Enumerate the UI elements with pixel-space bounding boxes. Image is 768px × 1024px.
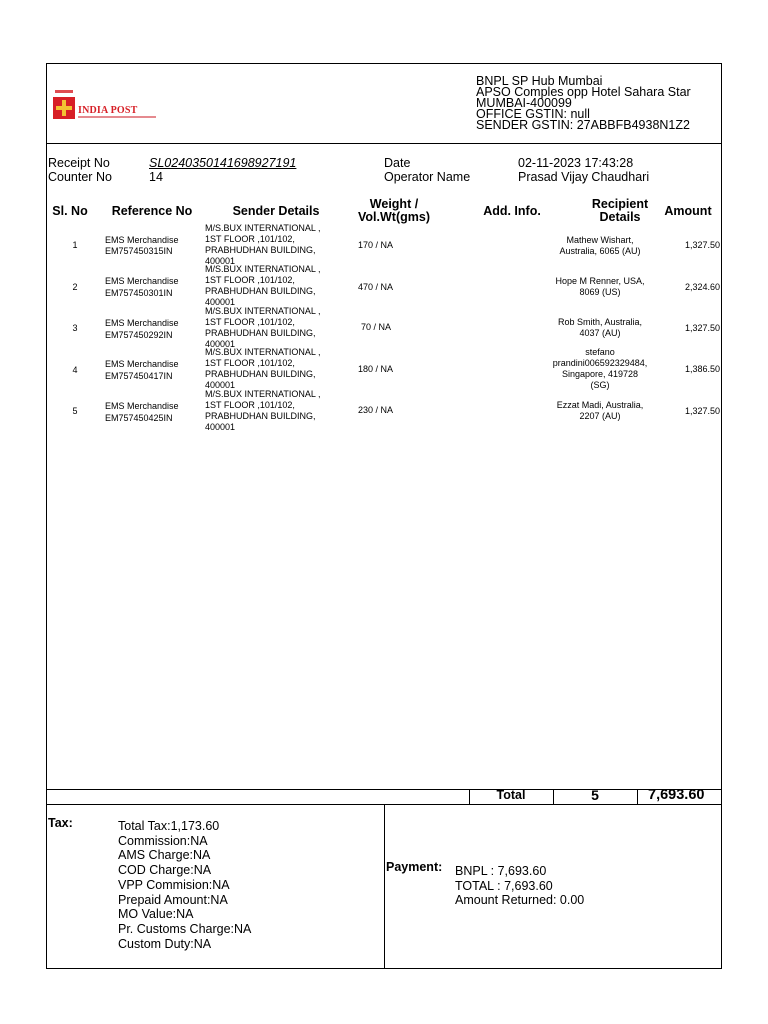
- row-ref-no: EM757450315IN: [105, 246, 173, 256]
- india-post-logo: [53, 97, 157, 121]
- tax-line: Commission:NA: [118, 833, 208, 848]
- sender-line: 1ST FLOOR ,101/102,: [205, 275, 295, 285]
- row-ref-type: EMS Merchandise: [105, 401, 179, 411]
- header-amount: Amount: [664, 204, 712, 218]
- row-ref-type: EMS Merchandise: [105, 235, 179, 245]
- row-sender: [205, 347, 321, 391]
- row-sender: [205, 223, 321, 267]
- row-recipient: [540, 317, 660, 339]
- sender-line: M/S.BUX INTERNATIONAL ,: [205, 389, 321, 399]
- row-weight: 230 / NA: [358, 405, 394, 415]
- recipient-line: Mathew Wishart,: [566, 235, 634, 245]
- logo-hindi-mark: [55, 90, 73, 93]
- office-line: SENDER GSTIN: 27ABBFB4938N1Z2: [476, 118, 690, 132]
- header-sl-no: Sl. No: [52, 204, 88, 218]
- india-post-emblem-icon: [53, 97, 75, 119]
- tax-line: Prepaid Amount:NA: [118, 892, 228, 907]
- row-sender: [205, 306, 321, 350]
- tax-line: Custom Duty:NA: [118, 936, 212, 951]
- row-recipient: [540, 276, 660, 298]
- office-address: [476, 76, 691, 131]
- payment-line: BNPL : 7,693.60: [455, 864, 547, 878]
- row-ref-no: EM757450425IN: [105, 413, 173, 423]
- sender-line: PRABHUDHAN BUILDING,: [205, 411, 316, 421]
- row-ref-no: EM757450417IN: [105, 371, 173, 381]
- row-ref-type: EMS Merchandise: [105, 276, 179, 286]
- sender-line: PRABHUDHAN BUILDING,: [205, 369, 316, 379]
- sender-line: PRABHUDHAN BUILDING,: [205, 245, 316, 255]
- row-sl-no: 2: [72, 282, 78, 292]
- sender-line: 1ST FLOOR ,101/102,: [205, 400, 295, 410]
- receipt-no-value: SL0240350141698927191: [149, 156, 297, 170]
- header-add-info: Add. Info.: [483, 204, 541, 218]
- logo-tagline-mark: [78, 116, 156, 118]
- date-value: 02-11-2023 17:43:28: [518, 156, 634, 170]
- header-recipient-details: [580, 198, 660, 224]
- recipient-line: 2207 (AU): [579, 411, 621, 421]
- office-line: OFFICE GSTIN: null: [476, 107, 590, 121]
- recipient-line: Ezzat Madi, Australia,: [556, 400, 644, 410]
- counter-no-label: Counter No: [48, 170, 112, 184]
- tax-line: VPP Commision:NA: [118, 877, 230, 892]
- sender-line: M/S.BUX INTERNATIONAL ,: [205, 223, 321, 233]
- row-ref-no: EM757450301IN: [105, 288, 173, 298]
- total-count: 5: [591, 787, 599, 803]
- divider: [384, 804, 385, 969]
- sender-line: M/S.BUX INTERNATIONAL ,: [205, 306, 321, 316]
- recipient-line: Singapore, 419728: [561, 369, 639, 379]
- row-amount: 1,327.50: [684, 406, 720, 416]
- header-weight: [344, 198, 444, 224]
- header-recipient-line1: Recipient: [591, 197, 649, 211]
- sender-line: 1ST FLOOR ,101/102,: [205, 317, 295, 327]
- row-sl-no: 4: [72, 365, 78, 375]
- sender-line: 400001: [205, 256, 236, 266]
- tax-details: [118, 819, 251, 951]
- row-weight: 470 / NA: [358, 282, 394, 292]
- sender-line: PRABHUDHAN BUILDING,: [205, 328, 316, 338]
- row-amount: 1,386.50: [684, 364, 720, 374]
- tax-line: COD Charge:NA: [118, 863, 212, 878]
- row-amount: 1,327.50: [684, 240, 720, 250]
- office-line: APSO Comples opp Hotel Sahara Star: [476, 85, 691, 99]
- row-ref-no: EM757450292IN: [105, 330, 173, 340]
- sender-line: M/S.BUX INTERNATIONAL ,: [205, 347, 321, 357]
- row-amount: 1,327.50: [684, 323, 720, 333]
- payment-line: TOTAL : 7,693.60: [455, 878, 553, 893]
- header-weight-line2: Vol.Wt(gms): [358, 210, 430, 224]
- row-sl-no: 5: [72, 406, 78, 416]
- row-weight: 70 / NA: [361, 322, 392, 332]
- sender-line: 400001: [205, 380, 236, 390]
- row-sender: [205, 264, 321, 308]
- sender-line: 1ST FLOOR ,101/102,: [205, 358, 295, 368]
- total-label: Total: [496, 788, 526, 802]
- recipient-line: (SG): [590, 380, 610, 390]
- header-weight-line1: Weight /: [369, 197, 419, 211]
- sender-line: 1ST FLOOR ,101/102,: [205, 234, 295, 244]
- row-amount: 2,324.60: [684, 282, 720, 292]
- tax-line: Pr. Customs Charge:NA: [118, 921, 252, 936]
- sender-line: 400001: [205, 422, 236, 432]
- row-sl-no: 1: [72, 240, 78, 250]
- row-weight: 180 / NA: [358, 364, 394, 374]
- counter-no-value: 14: [149, 170, 163, 184]
- office-line: BNPL SP Hub Mumbai: [476, 74, 603, 88]
- recipient-line: Hope M Renner, USA,: [555, 276, 645, 286]
- operator-label: Operator Name: [384, 170, 471, 184]
- payment-label: Payment:: [386, 860, 443, 874]
- sender-line: M/S.BUX INTERNATIONAL ,: [205, 264, 321, 274]
- row-recipient: [540, 400, 660, 422]
- recipient-line: prandini006592329484,: [552, 358, 648, 368]
- tax-line: AMS Charge:NA: [118, 848, 211, 863]
- operator-value: Prasad Vijay Chaudhari: [518, 170, 650, 184]
- header-sender-details: Sender Details: [232, 204, 320, 218]
- tax-line: Total Tax:1,173.60: [118, 819, 220, 833]
- sender-line: 400001: [205, 297, 236, 307]
- header-recipient-line2: Details: [599, 210, 641, 224]
- row-recipient: [540, 347, 660, 391]
- receipt-no-label: Receipt No: [48, 156, 110, 170]
- date-label: Date: [384, 156, 411, 170]
- tax-label: Tax:: [48, 816, 73, 830]
- total-amount: 7,693.60: [648, 787, 705, 803]
- payment-line: Amount Returned: 0.00: [455, 893, 585, 908]
- row-ref-type: EMS Merchandise: [105, 318, 179, 328]
- logo-text: INDIA POST: [78, 105, 138, 116]
- row-sl-no: 3: [72, 323, 78, 333]
- row-sender: [205, 389, 321, 433]
- header-reference-no: Reference No: [111, 204, 193, 218]
- recipient-line: 4037 (AU): [579, 328, 621, 338]
- sender-line: 400001: [205, 339, 236, 349]
- sender-line: PRABHUDHAN BUILDING,: [205, 286, 316, 296]
- recipient-line: stefano: [585, 347, 615, 357]
- payment-details: [455, 864, 584, 908]
- row-ref-type: EMS Merchandise: [105, 359, 179, 369]
- divider: [46, 143, 722, 144]
- recipient-line: 8069 (US): [579, 287, 621, 297]
- tax-line: MO Value:NA: [118, 907, 194, 922]
- row-weight: 170 / NA: [358, 240, 394, 250]
- recipient-line: Australia, 6065 (AU): [559, 246, 641, 256]
- recipient-line: Rob Smith, Australia,: [557, 317, 643, 327]
- office-line: MUMBAI-400099: [476, 96, 572, 110]
- row-recipient: [540, 235, 660, 257]
